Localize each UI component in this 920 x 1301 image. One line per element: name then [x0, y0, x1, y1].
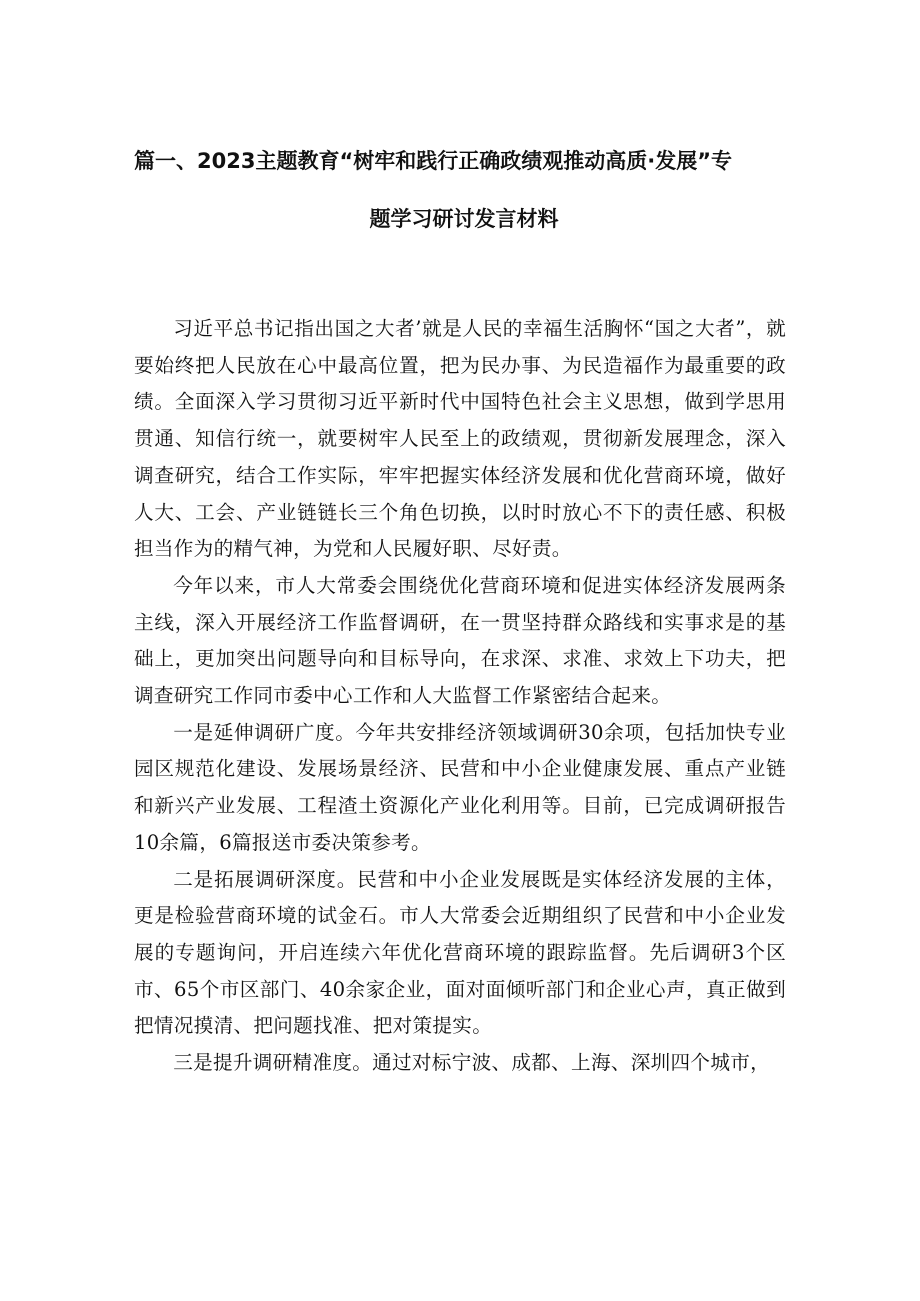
document-title-line-2: 题学习研讨发言材料: [369, 207, 559, 231]
paragraph: 一是延伸调研广度。今年共安排经济领域调研30余项，包括加快专业园区规范化建设、发展场景经济、民营和中小企业健康发展、重点产业链和新兴产业发展、工程渣土资源化产业化利用等。目前，已完成调研报告10余篇，6篇报送市委决策参考。: [134, 720, 786, 854]
paragraph: 三是提升调研精准度。通过对标宁波、成都、上海、深圳四个城市，: [173, 1051, 770, 1075]
paragraph: 习近平总书记指出国之大者’就是人民的幸福生活胸怀“国之大者”，就要始终把人民放在心中最高位置，把为民办事、为民造福作为最重要的政绩。全面深入学习贯彻习近平新时代中国特色社会主义思想，做到学思用贯通、知信行统一，就要树牢人民至上的政绩观，贯彻新发展理念，深入调查研究，结合工作实际，牢牢把握实体经济发展和优化营商环境，做好人大、工会、产业链链长三个角色切换，以时时放心不下的责任感、积极担当作为的精气神，为党和人民履好职、尽好责。: [134, 317, 786, 561]
document-title-line-1: 篇一、2023主题教育“树牢和践行正确政绩观推动高质·发展”专: [134, 149, 733, 173]
document-body: [134, 311, 786, 1082]
paragraph: 今年以来，市人大常委会围绕优化营商环境和促进实体经济发展两条主线，深入开展经济工作监督调研，在一贯坚持群众路线和实事求是的基础上，更加突出问题导向和目标导向，在求深、求准、求效上下功夫，把调查研究工作同市委中心工作和人大监督工作紧密结合起来。: [134, 573, 786, 708]
paragraph: 二是拓展调研深度。民营和中小企业发展既是实体经济发展的主体，更是检验营商环境的试金石。市人大常委会近期组织了民营和中小企业发展的专题询问，开启连续六年优化营商环境的跟踪监督。先后调研3个区市、65个市区部门、40余家企业，面对面倾听部门和企业心声，真正做到把情况摸清、把问题找准、把对策提实。: [134, 867, 786, 1038]
